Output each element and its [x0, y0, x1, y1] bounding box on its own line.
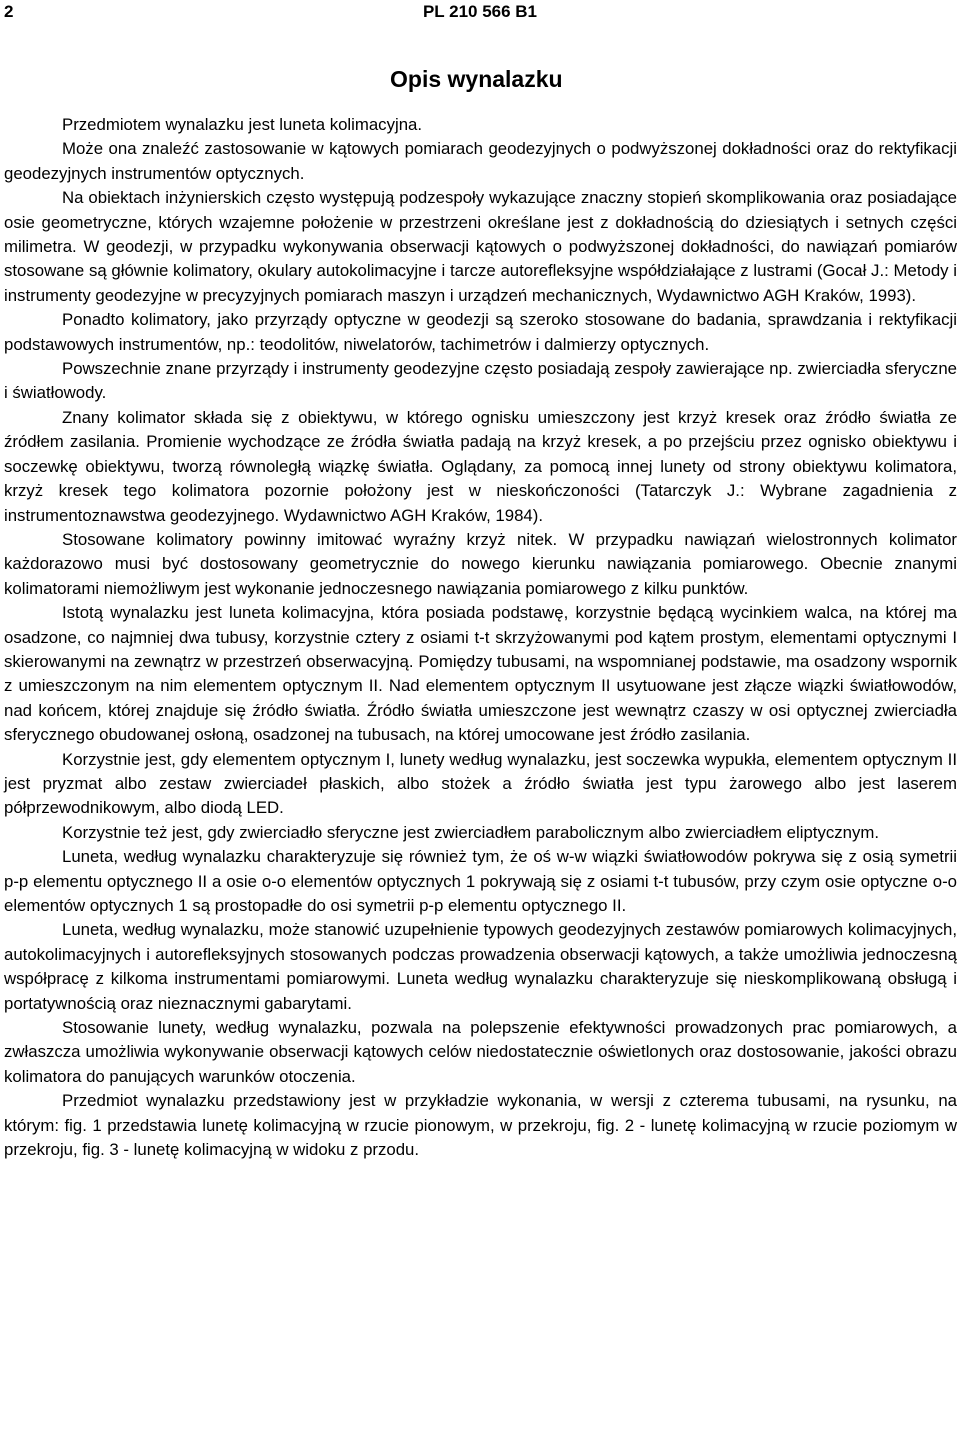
document-title: Opis wynalazku	[390, 66, 563, 92]
paragraph-subject: Przedmiotem wynalazku jest luneta kolimacyjna.	[62, 115, 423, 134]
paragraph-known-collimator: Znany kolimator składa się z obiektywu, w którego ognisku umieszczony jest krzyż kresek oraz źródło światła ze źródłem zasilania. Promienie wychodzące ze źródła światła padają na krzyż kresek, a po przejściu przez ognisko obiektywu i soczewkę obiektywu, tworzą równoległą wiązkę światła. Oglądany, za pomocą innej lunety od strony obiektywu kolimatora, krzyż kresek tego kolimatora pozornie położony jest w nieskończoności (Tatarczyk J.: Wybrane zagadnienia z instrumentoznawstwa geodezyjnego. Wydawnictwo AGH Kraków, 1984).	[4, 407, 957, 525]
paragraph-collimators-use: Ponadto kolimatory, jako przyrządy optyczne w geodezji są szeroko stosowane do badania, sprawdzania i rektyfikacji podstawowych instrumentów, np.: teodolitów, niwelatorów, tachimetrów i dalmierzy optycznych.	[4, 310, 957, 354]
page-number: 2	[4, 2, 14, 21]
paragraph-known-instruments: Powszechnie znane przyrządy i instrumenty geodezyjne często posiadają zespoły zawierające np. zwierciadła sferyczne i światłowody.	[4, 359, 957, 403]
paragraph-axes: Luneta, według wynalazku charakteryzuje się również tym, że oś w-w wiązki światłowodów pokrywa się z osią symetrii p-p elementu optycznego II a osie o-o elementów optycznych 1 pokrywają się z osiami t-t tubusów, przy czym osie optyczne o-o elementów optycznych 1 są prostopadłe do osi symetrii p-p elementu optycznego II.	[4, 847, 957, 915]
paragraph-efficiency: Stosowanie lunety, według wynalazku, pozwala na polepszenie efektywności prowadzonych prac pomiarowych, a zwłaszcza umożliwia wykonywanie obserwacji kątowych celów niedostatecznie oświetlonych oraz dostosowanie, jakości obrazu kolimatora do panujących warunków otoczenia.	[4, 1018, 957, 1086]
description-body	[4, 113, 957, 1162]
patent-number: PL 210 566 B1	[422, 2, 538, 21]
paragraph-figures: Przedmiot wynalazku przedstawiony jest w przykładzie wykonania, w wersji z czterema tubusami, na rysunku, na którym: fig. 1 przedstawia lunetę kolimacyjną w rzucie pionowym, w przekroju, fig. 2 - lunetę kolimacyjną w rzucie poziomym w przekroju, fig. 3 - lunetę kolimacyjną w widoku z przodu.	[4, 1091, 957, 1160]
paragraph-advantages: Luneta, według wynalazku, może stanowić uzupełnienie typowych geodezyjnych zestawów pomiarowych kolimacyjnych, autokolimacyjnych i autorefleksyjnych stosowanych podczas prowadzenia obserwacji kątowych, a także umożliwia jednoczesną współpracę z kilkoma instrumentami pomiarowymi. Luneta według wynalazku charakteryzuje się nieskomplikowaną obsługą i portatywnością oraz nieznacznymi gabarytami.	[4, 920, 957, 1013]
paragraph-application: Może ona znaleźć zastosowanie w kątowych pomiarach geodezyjnych o podwyższonej dokładności oraz do rektyfikacji geodezyjnych instrumentów optycznych.	[4, 139, 957, 183]
paragraph-embodiment-optics: Korzystnie jest, gdy elementem optycznym I, lunety według wynalazku, jest soczewka wypukła, elementem optycznym II jest pryzmat albo zestaw zwierciadeł płaskich, albo stożek a źródło światła jest typu żarowego albo jest laserem półprzewodnikowym, albo diodą LED.	[4, 749, 957, 818]
paragraph-limitations: Stosowane kolimatory powinny imitować wyraźny krzyż nitek. W przypadku nawiązań wielostronnych kolimator każdorazowo musi być dostosowany geometrycznie do nowego kierunku nawiązania pomiarowego. Obecnie znanymi kolimatorami niemożliwym jest wykonanie jednoczesnego nawiązania pomiarowego z kilku punktów.	[4, 529, 957, 598]
paragraph-background: Na obiektach inżynierskich często występują podzespoły wykazujące znaczny stopień skomplikowania oraz posiadające osie geometryczne, których wzajemne położenie w przestrzeni określane jest z dokładnością do dziesiątych i setnych części milimetra. W geodezji, w przypadku wykonywania obserwacji kątowych o podwyższonej dokładności, do nawiązań pomiarów stosowane są głównie kolimatory, okulary autokolimacyjne i tarcze autorefleksyjne współdziałające z lustrami (Gocał J.: Metody i instrumenty geodezyjne w precyzyjnych pomiarach maszyn i urządzeń mechanicznych, Wydawnictwo AGH Kraków, 1993).	[4, 188, 957, 305]
paragraph-embodiment-mirror: Korzystnie też jest, gdy zwierciadło sferyczne jest zwierciadłem parabolicznym albo zwierciadłem eliptycznym.	[62, 822, 879, 842]
paragraph-essence: Istotą wynalazku jest luneta kolimacyjna, która posiada podstawę, korzystnie będącą wycinkiem walca, na której ma osadzone, co najmniej dwa tubusy, korzystnie cztery z osiami t-t skrzyżowanymi pod kątem prostym, elementami optycznymi I skierowanymi na zewnątrz w przestrzeń obserwacyjną. Pomiędzy tubusami, na wspomnianej podstawie, ma osadzony wspornik z umieszczonym na nim elementem optycznym II. Nad elementem optycznym II usytuowane jest złącze wiązki światłowodów, nad końcem, której znajduje się źródło światła. Źródło światła umieszczone jest wewnątrz czaszy w osi optycznej zwierciadła sferycznego obudowanej osłoną, osadzonej na tubusach, na której umocowane jest źródło zasilania.	[4, 603, 957, 745]
